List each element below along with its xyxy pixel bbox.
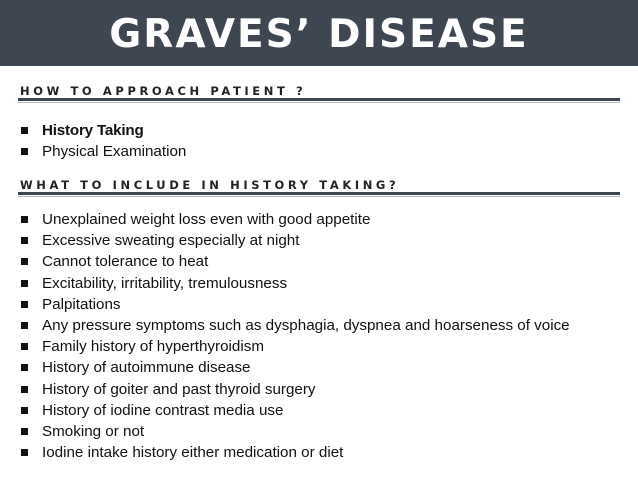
list-item	[20, 273, 570, 294]
list-item-label: History of goiter and past thyroid surgery	[42, 380, 316, 398]
section-divider-approach	[18, 98, 620, 101]
list-item	[20, 421, 570, 442]
list-item	[20, 251, 570, 272]
list-item	[20, 315, 570, 336]
square-bullet-icon	[21, 216, 28, 223]
list-item-label: Excessive sweating especially at night	[42, 232, 300, 250]
list-item	[20, 379, 570, 400]
list-item-label: Cannot tolerance to heat	[42, 253, 209, 271]
list-item	[20, 209, 570, 230]
title-bar	[0, 0, 638, 66]
square-bullet-icon	[21, 322, 28, 329]
list-item-label: Physical Examination	[42, 143, 187, 161]
square-bullet-icon	[21, 343, 28, 350]
list-item	[20, 120, 186, 141]
square-bullet-icon	[21, 127, 28, 134]
list-item-label: History of iodine contrast media use	[42, 401, 284, 419]
list-item	[20, 336, 570, 357]
square-bullet-icon	[21, 407, 28, 414]
list-item-label: Palpitations	[42, 295, 121, 313]
list-item	[20, 230, 570, 251]
square-bullet-icon	[21, 364, 28, 371]
list-item-label: History Taking	[42, 122, 144, 139]
section-heading-approach: HOW TO APPROACH PATIENT ?	[20, 84, 307, 98]
square-bullet-icon	[21, 280, 28, 287]
square-bullet-icon	[21, 301, 28, 308]
list-item-label: Unexplained weight loss even with good appetite	[42, 211, 371, 228]
section-divider-approach-shadow	[18, 102, 620, 103]
square-bullet-icon	[21, 449, 28, 456]
square-bullet-icon	[21, 386, 28, 393]
slide-title: GRAVES’ DISEASE	[109, 11, 529, 57]
history-list	[20, 209, 570, 463]
square-bullet-icon	[21, 258, 28, 265]
list-item-label: Smoking or not	[42, 422, 145, 440]
list-item	[20, 400, 570, 421]
list-item-label: Any pressure symptoms such as dysphagia, dyspnea and hoarseness of voice	[42, 316, 570, 334]
list-item	[20, 442, 570, 463]
section-divider-history-shadow	[18, 196, 620, 197]
list-item-label: Excitability, irritability, tremulousness	[42, 274, 288, 292]
list-item	[20, 357, 570, 378]
square-bullet-icon	[21, 428, 28, 435]
list-item-label: History of autoimmune disease	[42, 359, 251, 377]
square-bullet-icon	[21, 237, 28, 244]
square-bullet-icon	[21, 148, 28, 155]
list-item	[20, 141, 186, 162]
section-divider-history	[18, 192, 620, 195]
list-item-label: Family history of hyperthyroidism	[42, 338, 264, 356]
list-item-label: Iodine intake history either medication or diet	[42, 444, 344, 462]
section-heading-history: WHAT TO INCLUDE IN HISTORY TAKING?	[20, 178, 400, 192]
list-item	[20, 294, 570, 315]
approach-list	[20, 120, 186, 162]
